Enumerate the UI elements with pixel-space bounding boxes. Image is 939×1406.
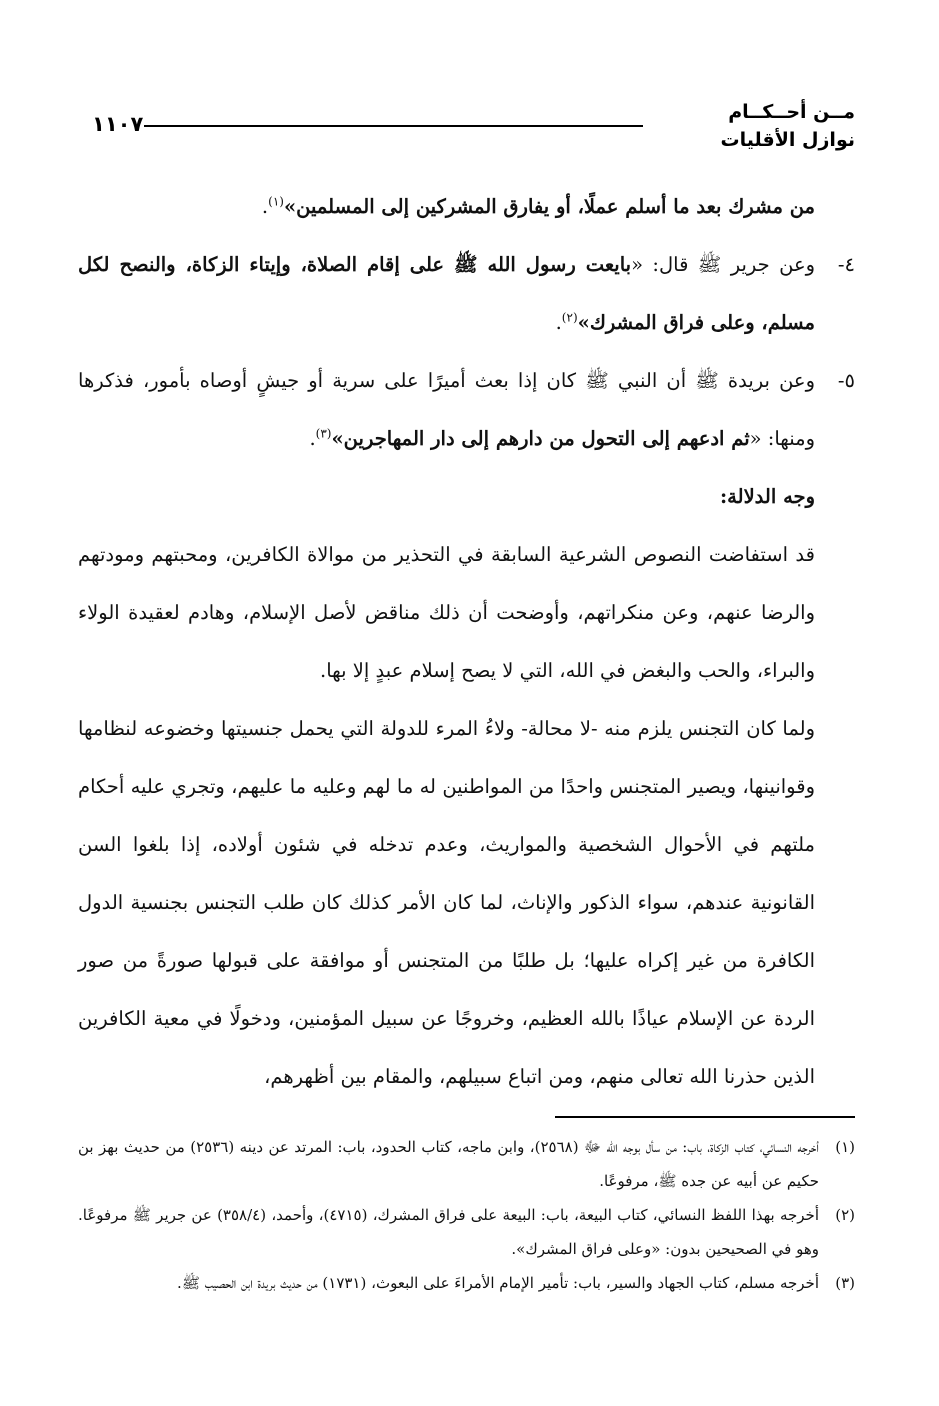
narration-intro: وعن جرير ﷺ قال: « [631, 253, 815, 276]
paragraph-continuation [78, 178, 855, 236]
book-title-line1: مــن أحــكــام [728, 101, 855, 123]
item-text [78, 352, 815, 468]
section-heading: وجه الدلالة: [719, 485, 815, 508]
period: . [309, 427, 316, 450]
footnote-separator [555, 1116, 855, 1118]
footnotes [78, 1130, 855, 1300]
footnote-number: (٣) [835, 1274, 855, 1292]
footnote-number: (٢) [835, 1206, 855, 1224]
period: . [555, 311, 562, 334]
narration-intro: وعن بريدة ﷺ أن النبي ﷺ كان إذا بعث أميرًا على سرية أو جيشٍ أوصاه بأمور، فذكرها ومنها: « [78, 369, 815, 450]
footnote-3 [78, 1266, 855, 1300]
quote-bold: بايعت رسول الله ﷺ على إقام الصلاة، وإيتاء الزكاة، والنصح لكل مسلم، وعلى فراق المشرك» [78, 253, 815, 334]
item-number: ٥- [837, 369, 855, 392]
footnote-1 [78, 1130, 855, 1198]
item-text [78, 236, 815, 352]
footnote-ref-3: (٣) [315, 426, 332, 441]
hadith-item-5 [78, 352, 855, 468]
main-text [78, 178, 855, 1106]
page-number: ١١٠٧ [92, 112, 144, 136]
footnote-text: أخرجه بهذا اللفظ النسائي، كتاب البيعة، باب: البيعة على فراق المشرك، (٤٧١٥)، وأحمد، (٣٥٨/٤) عن جرير ﷺ مرفوعًا. وهو في الصحيحين بدون: «وعلى فراق المشرك». [78, 1206, 819, 1258]
hadith-item-4 [78, 236, 855, 352]
paragraph-evidence: قد استفاضت النصوص الشرعية السابقة في التحذير من موالاة الكافرين، ومحبتهم ومودتهم والرضا عنهم، وعن منكراتهم، وأوضحت أن ذلك مناقض لأصل الإسلام، وهادم لعقيدة الولاء والبراء، والحب والبغض في الله، التي لا يصح إسلام عبدٍ إلا بها. [78, 543, 815, 682]
book-title [721, 98, 855, 154]
book-title-line2: نوازل الأقليات [720, 129, 855, 151]
footnote-ref-1: (١) [268, 194, 284, 209]
period: . [261, 195, 269, 218]
running-header [92, 98, 855, 158]
footnote-text: أخرجه مسلم، كتاب الجهاد والسير، باب: تأمير الإمام الأمراءَ على البعوث، (١٧٣١) من حديث بريدة ابن الحصيب ﷺ. [177, 1274, 819, 1292]
quote-bold: ثم ادعهم إلى التحول من دارهم إلى دار المهاجرين» [331, 427, 750, 450]
quote-bold: من مشرك بعد ما أسلم عملًا، أو يفارق المشركين إلى المسلمين» [283, 195, 815, 218]
footnote-ref-2: (٢) [561, 310, 578, 325]
footnote-text: أخرجه النسائي، كتاب الزكاة، باب: من سأل بوجه الله ﷻ (٢٥٦٨)، وابن ماجه، كتاب الحدود، باب: المرتد عن دينه (٢٥٣٦) من حديث بهز بن حكيم عن أبيه عن جده ﷺ، مرفوعًا. [78, 1138, 819, 1190]
footnote-2 [78, 1198, 855, 1266]
paragraph-naturalization: ولما كان التجنس يلزم منه -لا محالة- ولاءُ المرء للدولة التي يحمل جنسيتها وخضوعه لنظامها وقوانينها، ويصير المتجنس واحدًا من المواطنين له ما لهم وعليه ما عليهم، وتجري عليه أحكام ملتهم في الأحوال الشخصية والمواريث، وعدم تدخله في شئون أولاده، إذا بلغوا السن القانونية عندهم، سواء الذكور والإناث، لما كان الأمر كذلك كان طلب التجنس بجنسية الدول الكافرة من غير إكراه عليها؛ بل طلبًا من المتجنس أو موافقة على قبولها صورةً من صور الردة عن الإسلام عياذًا بالله العظيم، وخروجًا عن سبيل المؤمنين، ودخولًا في معية الكافرين الذين حذرنا الله تعالى منهم، ومن اتباع سبيلهم، والمقام بين أظهرهم، [78, 717, 815, 1088]
header-rule [144, 125, 643, 127]
item-number: ٤- [837, 253, 855, 276]
footnote-number: (١) [835, 1138, 855, 1156]
